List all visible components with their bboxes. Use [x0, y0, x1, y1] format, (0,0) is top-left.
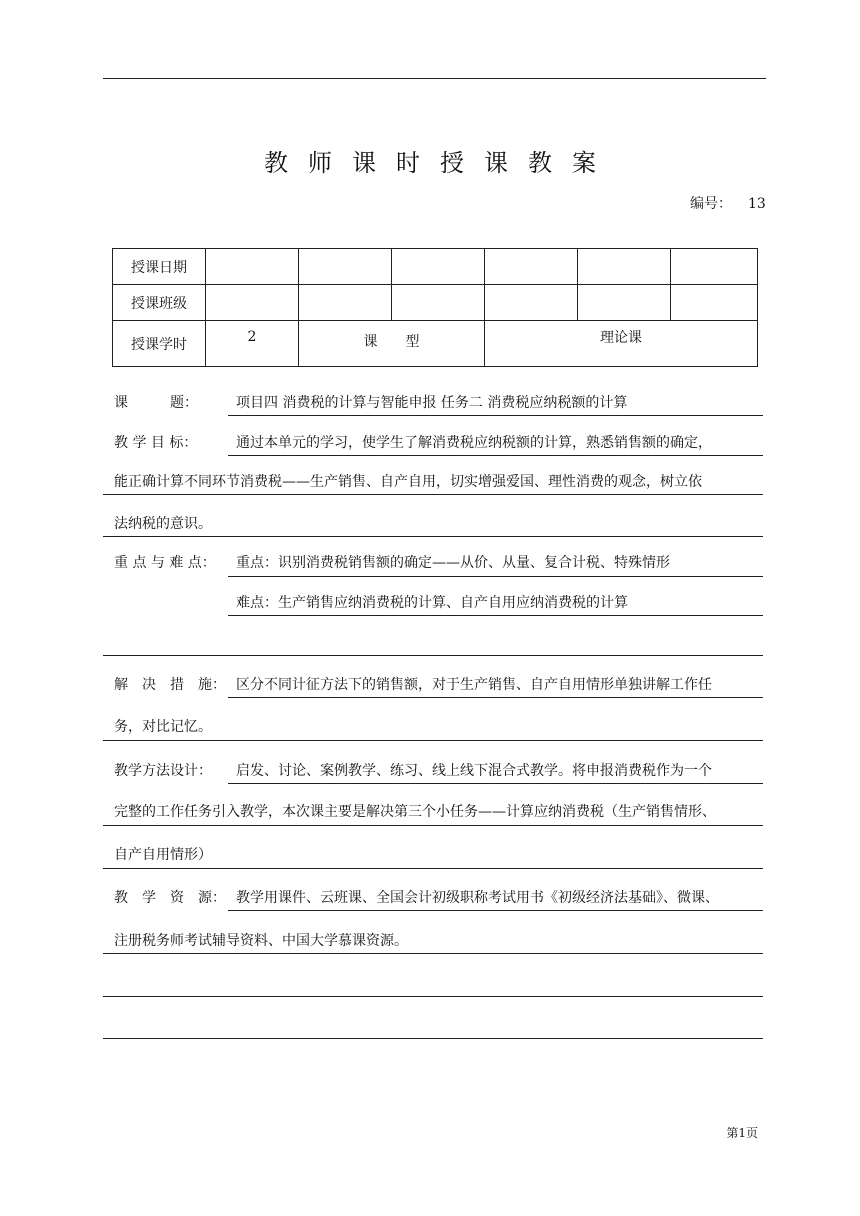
key-label: 重 点 与 难 点： [114, 555, 216, 571]
topic-underline [228, 415, 763, 416]
goal-line-2: 能正确计算不同环节消费税——生产销售、自产自用，切实增强爱国、理性消费的观念，树立依 [114, 474, 702, 490]
resource-line-1: 教学用课件、云班课、全国会计初级职称考试用书《初级经济法基础》、微课、 [236, 890, 719, 906]
blank-rule-3 [103, 1038, 763, 1039]
key-underline-1 [228, 576, 763, 577]
method-label: 教学方法设计： [114, 763, 212, 779]
header-rule [103, 78, 766, 79]
table-cell [299, 249, 392, 285]
table-row [113, 285, 758, 321]
resource-label: 教 学 资 源： [114, 890, 226, 906]
hours-value: 2 [206, 321, 299, 367]
goal-underline-1 [228, 455, 763, 456]
goal-line-3: 法纳税的意识。 [114, 516, 212, 532]
resource-underline-1 [228, 910, 763, 911]
key-line-1: 重点：识别消费税销售额的确定——从价、从量、复合计税、特殊情形 [236, 555, 670, 571]
number-value: 13 [748, 196, 766, 212]
table-cell [485, 249, 578, 285]
blank-rule-2 [103, 996, 763, 997]
goal-underline-3 [103, 536, 763, 537]
number-label: 编号： [690, 196, 732, 212]
table-cell [392, 285, 485, 321]
class-label: 授课班级 [113, 285, 206, 321]
table-cell [206, 285, 299, 321]
table-cell [299, 285, 392, 321]
method-line-1: 启发、讨论、案例教学、练习、线上线下混合式教学。将申报消费税作为一个 [236, 763, 712, 779]
table-cell [671, 285, 758, 321]
table-cell [578, 285, 671, 321]
measure-underline-2 [103, 740, 763, 741]
measure-line-1: 区分不同计征方法下的销售额，对于生产销售、自产自用情形单独讲解工作任 [236, 677, 712, 693]
table-cell [578, 249, 671, 285]
measure-label: 解 决 措 施： [114, 677, 226, 693]
table-cell [485, 285, 578, 321]
blank-rule-1 [103, 655, 763, 656]
resource-underline-2 [103, 953, 763, 954]
type-label: 课 型 [299, 321, 485, 367]
method-line-3: 自产自用情形） [114, 847, 212, 863]
key-underline-2 [228, 615, 763, 616]
method-underline-2 [103, 825, 763, 826]
topic-label: 课 题： [114, 395, 198, 411]
table-row [113, 321, 758, 367]
date-label: 授课日期 [113, 249, 206, 285]
page-title: 教师课时授课教案 [264, 149, 616, 177]
goal-line-1: 通过本单元的学习，使学生了解消费税应纳税额的计算，熟悉销售额的确定， [236, 435, 712, 451]
topic-text: 项目四 消费税的计算与智能申报 任务二 消费税应纳税额的计算 [236, 395, 628, 411]
goal-underline-2 [103, 494, 763, 495]
info-table [112, 248, 758, 367]
method-line-2: 完整的工作任务引入教学，本次课主要是解决第三个小任务——计算应纳消费税（生产销售情形、 [114, 804, 716, 820]
method-underline-3 [103, 868, 763, 869]
type-value: 理论课 [485, 321, 758, 367]
table-cell [206, 249, 299, 285]
goal-label: 教 学 目 标： [114, 435, 198, 451]
table-cell [671, 249, 758, 285]
measure-line-2: 务，对比记忆。 [114, 719, 212, 735]
hours-label: 授课学时 [113, 321, 206, 367]
method-underline-1 [228, 783, 763, 784]
page-number: 第1页 [726, 1126, 758, 1140]
key-line-2: 难点：生产销售应纳消费税的计算、自产自用应纳消费税的计算 [236, 595, 628, 611]
resource-line-2: 注册税务师考试辅导资料、中国大学慕课资源。 [114, 933, 408, 949]
table-cell [392, 249, 485, 285]
table-row [113, 249, 758, 285]
measure-underline-1 [228, 697, 763, 698]
